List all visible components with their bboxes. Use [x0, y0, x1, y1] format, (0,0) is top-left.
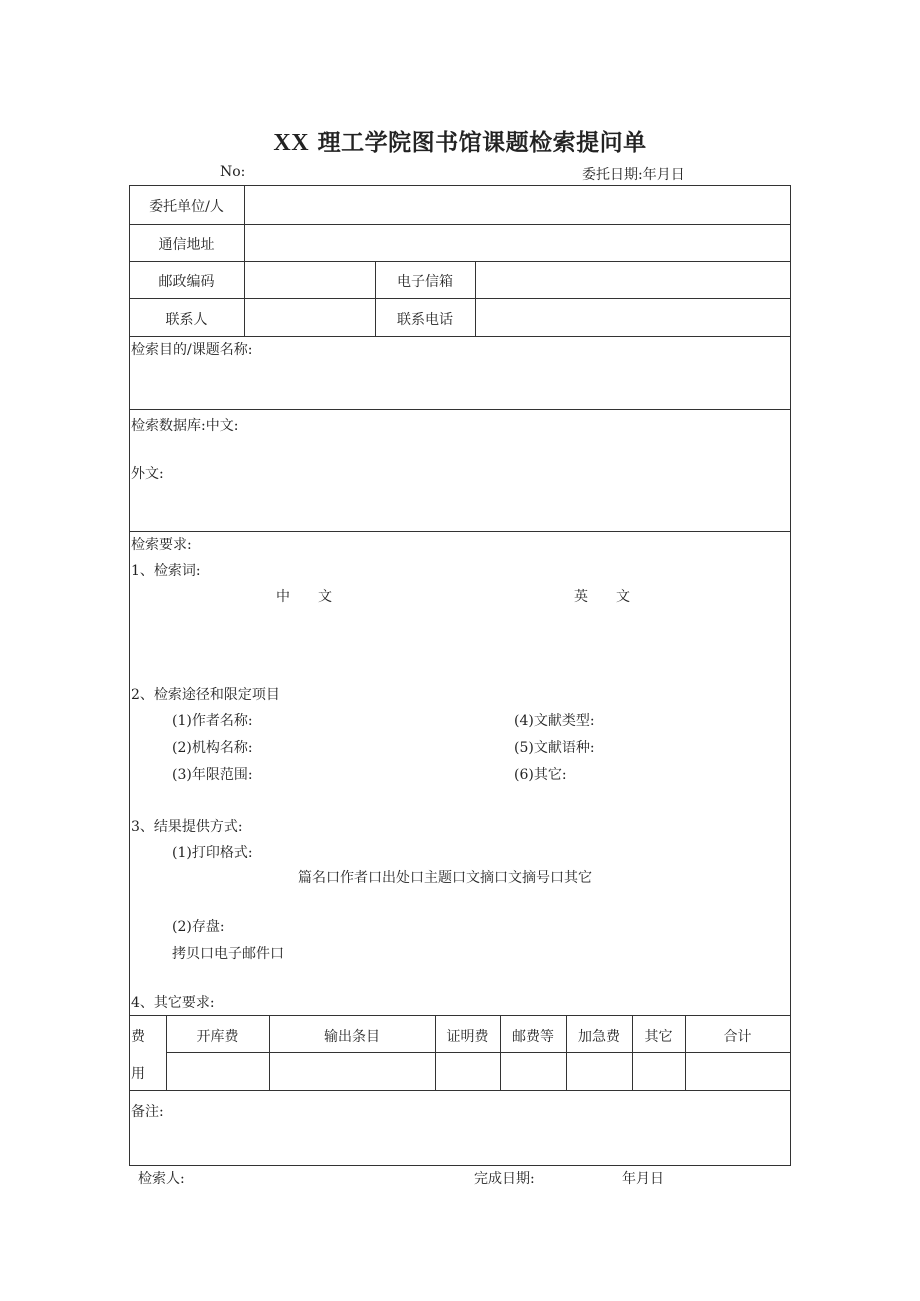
contact-label: 联系人: [165, 312, 208, 328]
database-chinese-label: 检索数据库:中文:: [131, 418, 239, 434]
fee-side-label-bottom: 用: [131, 1066, 145, 1082]
print-format-label: (1)打印格式:: [172, 845, 253, 861]
search-paths-label: 2、检索途径和限定项目: [131, 687, 280, 703]
author-name-label: (1)作者名称:: [172, 713, 253, 729]
other-limit-label: (6)其它:: [514, 767, 567, 783]
title-main: 理工学院图书馆课题检索提问单: [317, 129, 647, 156]
requirements-label: 检索要求:: [131, 537, 192, 553]
fee-header-other: 其它: [644, 1029, 673, 1045]
fee-header-total: 合计: [723, 1029, 752, 1045]
page-title: [0, 124, 920, 157]
keywords-label: 1、检索词:: [131, 563, 201, 579]
fee-header-postage: 邮费等: [512, 1029, 554, 1045]
fee-header-output: 输出条目: [324, 1029, 380, 1045]
purpose-label: 检索目的/课题名称:: [131, 342, 253, 358]
storage-label: (2)存盘:: [172, 919, 225, 935]
other-requirements-label: 4、其它要求:: [131, 995, 215, 1011]
fee-header-urgent: 加急费: [578, 1029, 620, 1045]
searcher-label: 检索人:: [138, 1171, 185, 1187]
form-number-label: No:: [220, 164, 246, 180]
fee-header-certificate: 证明费: [446, 1029, 489, 1045]
document-language-label: (5)文献语种:: [514, 740, 595, 756]
phone-label: 联系电话: [397, 312, 453, 328]
fee-side-label-top: 费: [131, 1029, 145, 1045]
remarks-label: 备注:: [131, 1104, 164, 1120]
print-format-options[interactable]: 篇名口作者口出处口主题口文摘口文摘号口其它: [298, 870, 592, 886]
commission-date-label: 委托日期:年月日: [582, 167, 685, 183]
postcode-label: 邮政编码: [158, 274, 215, 290]
year-range-label: (3)年限范围:: [172, 767, 253, 783]
completion-date-label: 完成日期:: [474, 1171, 535, 1187]
unit-person-label: 委托单位/人: [149, 199, 224, 215]
keywords-chinese-header: 中 文: [276, 589, 332, 605]
completion-date-value: 年月日: [622, 1171, 664, 1187]
output-method-label: 3、结果提供方式:: [131, 819, 243, 835]
document-type-label: (4)文献类型:: [514, 713, 595, 729]
institution-name-label: (2)机构名称:: [172, 740, 253, 756]
title-prefix: XX: [273, 130, 310, 156]
fee-header-library: 开库费: [196, 1029, 239, 1045]
email-label: 电子信箱: [397, 274, 453, 290]
database-foreign-label: 外文:: [131, 466, 164, 482]
keywords-english-header: 英 文: [574, 589, 630, 605]
address-label: 通信地址: [158, 237, 215, 253]
storage-options[interactable]: 拷贝口电子邮件口: [172, 946, 284, 962]
